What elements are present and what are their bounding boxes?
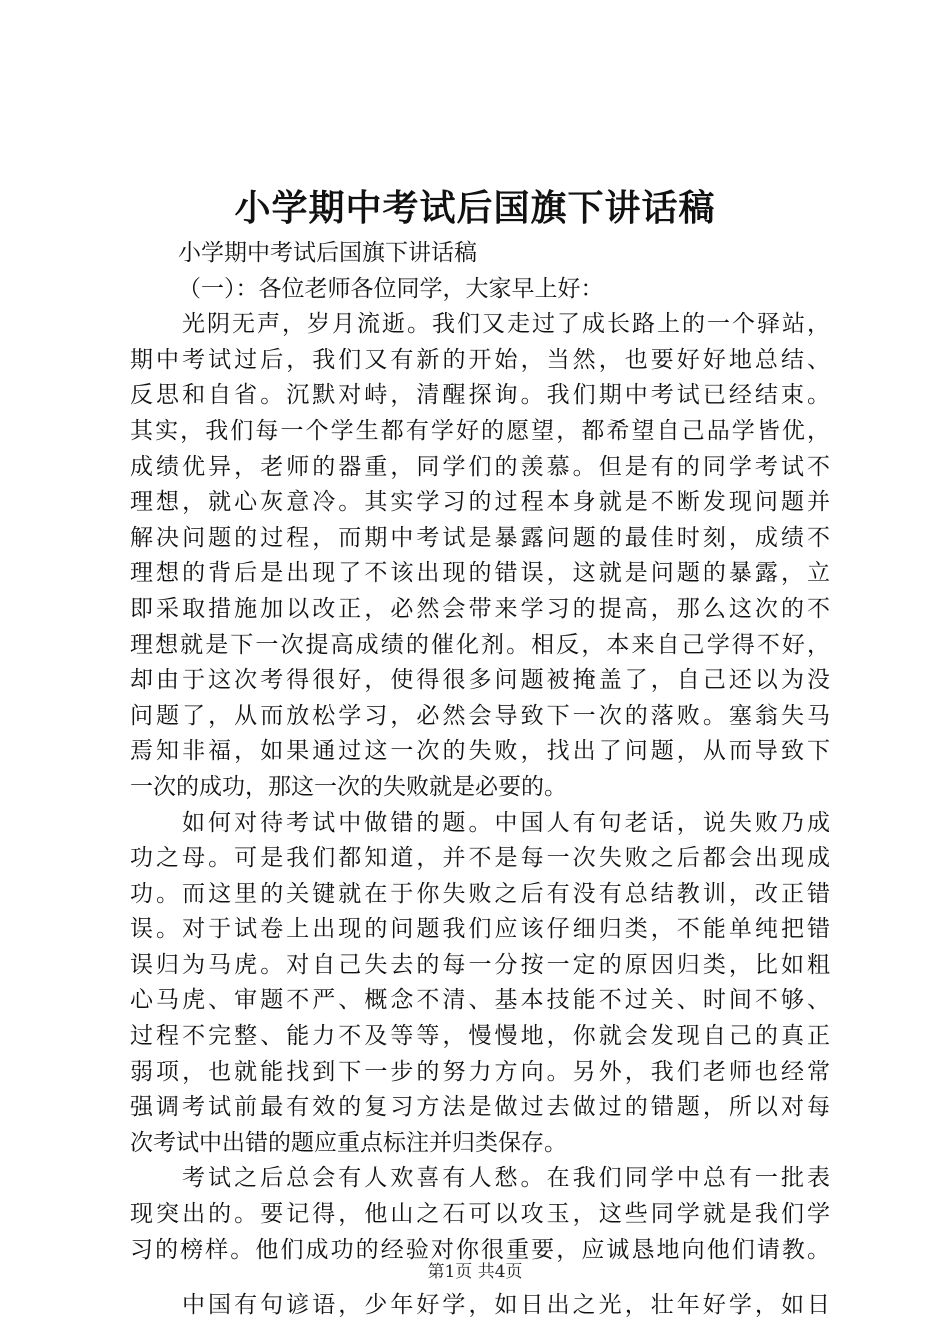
greeting-line: （一）：各位老师各位同学，大家早上好： xyxy=(178,275,604,302)
paragraph-line: 误。对于试卷上出现的问题我们应该仔细归类，不能单纯把错 xyxy=(130,916,830,943)
paragraph-line: 功之母。可是我们都知道，并不是每一次失败之后都会出现成 xyxy=(130,845,830,872)
paragraph-line: 考试之后总会有人欢喜有人愁。在我们同学中总有一批表 xyxy=(182,1165,830,1192)
document-body xyxy=(130,236,830,1324)
paragraph-line: 却由于这次考得很好，使得很多问题被掩盖了，自己还以为没 xyxy=(130,667,830,694)
paragraph-line: 弱项，也就能找到下一步的努力方向。另外，我们老师也经常 xyxy=(130,1058,830,1085)
paragraph-line: 强调考试前最有效的复习方法是做过去做过的错题，所以对每 xyxy=(130,1094,830,1121)
paragraph-line: 理想的背后是出现了不该出现的错误，这就是问题的暴露，立 xyxy=(130,560,830,587)
paragraph-line: 次考试中出错的题应重点标注并归类保存。 xyxy=(130,1129,567,1156)
paragraph-line: 反思和自省。沉默对峙，清醒探询。我们期中考试已经结束。 xyxy=(130,382,830,409)
paragraph-line: 解决问题的过程，而期中考试是暴露问题的最佳时刻，成绩不 xyxy=(130,524,830,551)
page-footer: 第1页 共4页 xyxy=(427,1262,523,1282)
paragraph-line: 中国有句谚语，少年好学，如日出之光，壮年好学，如日 xyxy=(182,1292,830,1319)
paragraph-line: 成绩优异，老师的器重，同学们的羡慕。但是有的同学考试不 xyxy=(130,453,830,480)
paragraph-line: 功。而这里的关键就在于你失败之后有没有总结教训，改正错 xyxy=(130,880,830,907)
subtitle-line: 小学期中考试后国旗下讲话稿 xyxy=(178,240,477,266)
paragraph-line: 理想就是下一次提高成绩的催化剂。相反，本来自己学得不好， xyxy=(130,631,830,658)
paragraph-line: 习的榜样。他们成功的经验对你很重要，应诚恳地向他们请教。 xyxy=(130,1236,830,1263)
paragraph-line: 如何对待考试中做错的题。中国人有句老话，说失败乃成 xyxy=(182,809,830,836)
paragraph-line: 心马虎、审题不严、概念不清、基本技能不过关、时间不够、 xyxy=(130,987,830,1014)
paragraph-line: 一次的成功，那这一次的失败就是必要的。 xyxy=(130,773,567,800)
paragraph-line: 问题了，从而放松学习，必然会导致下一次的落败。塞翁失马 xyxy=(130,702,830,729)
document-title: 小学期中考试后国旗下讲话稿 xyxy=(234,187,716,229)
paragraph-line: 误归为马虎。对自己失去的每一分按一定的原因归类，比如粗 xyxy=(130,951,830,978)
paragraph-line: 焉知非福，如果通过这一次的失败，找出了问题，从而导致下 xyxy=(130,738,830,765)
paragraph-line: 期中考试过后，我们又有新的开始，当然，也要好好地总结、 xyxy=(130,346,830,373)
paragraph-line: 即采取措施加以改正，必然会带来学习的提高，那么这次的不 xyxy=(130,595,830,622)
paragraph-line: 现突出的。要记得，他山之石可以攻玉，这些同学就是我们学 xyxy=(130,1201,830,1228)
paragraph-line: 过程不完整、能力不及等等，慢慢地，你就会发现自己的真正 xyxy=(130,1023,830,1050)
paragraph-line: 其实，我们每一个学生都有学好的愿望，都希望自己品学皆优， xyxy=(130,417,830,444)
paragraph-line: 理想，就心灰意冷。其实学习的过程本身就是不断发现问题并 xyxy=(130,489,830,516)
paragraph-line: 光阴无声，岁月流逝。我们又走过了成长路上的一个驿站， xyxy=(182,311,830,338)
